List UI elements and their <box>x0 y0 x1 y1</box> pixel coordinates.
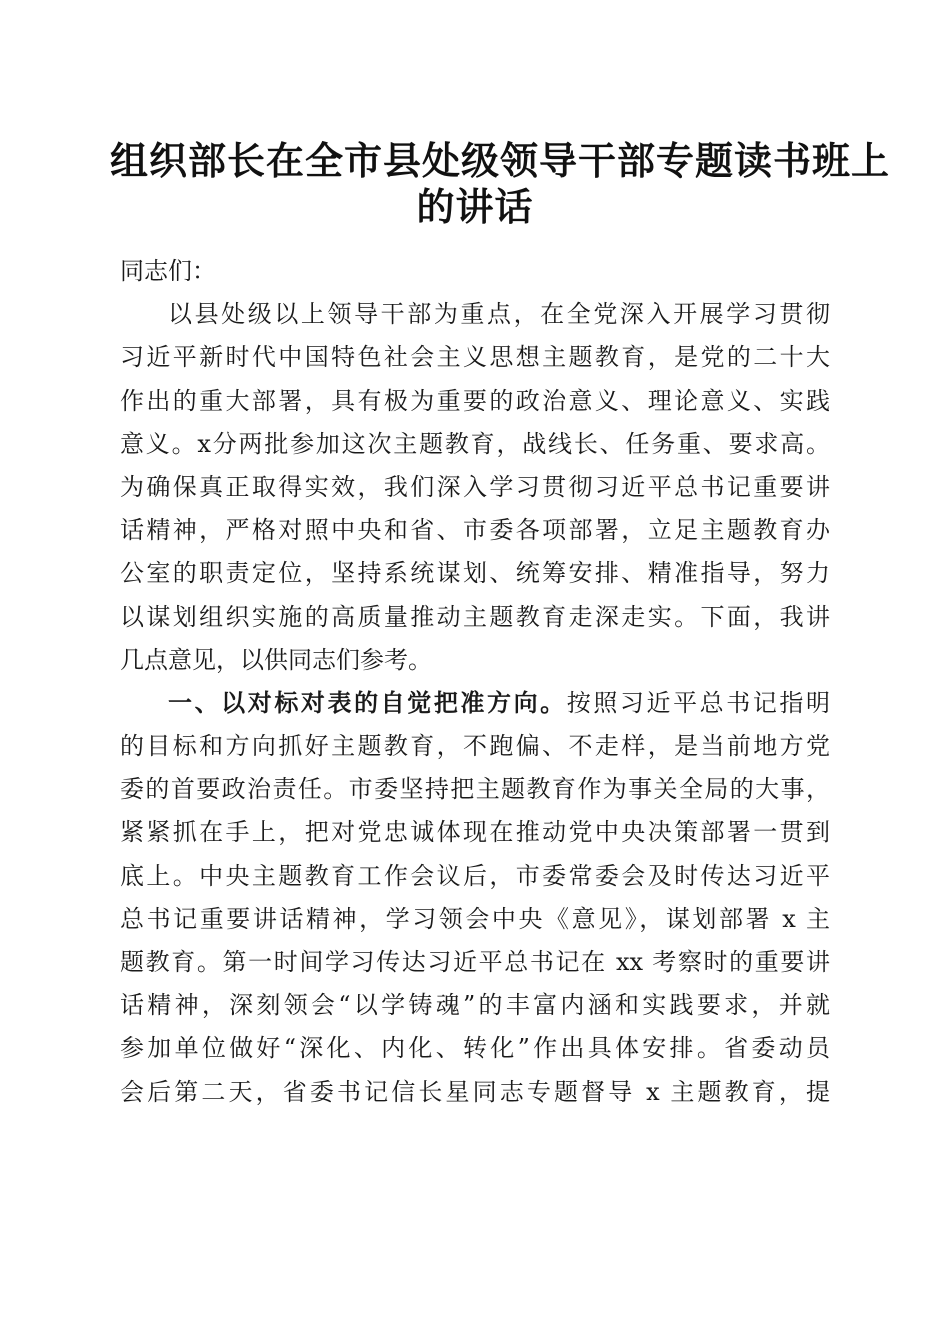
paragraph-intro <box>120 293 830 682</box>
paragraph-line: 委的首要政治责任。市委坚持把主题教育作为事关全局的大事， <box>120 775 830 804</box>
section-1 <box>120 682 830 1114</box>
paragraph-line: 公室的职责定位，坚持系统谋划、统筹安排、精准指导，努力 <box>120 559 830 588</box>
document-body <box>120 250 830 1114</box>
section-1-first-line-text: 按照习近平总书记指明 <box>566 688 830 717</box>
paragraph-line: 紧紧抓在手上，把对党忠诚体现在推动党中央决策部署一贯到 <box>120 818 830 847</box>
paragraph-line: 题教育。第一时间学习传达习近平总书记在 xx 考察时的重要讲 <box>120 948 830 976</box>
paragraph-line: 以谋划组织实施的高质量推动主题教育走深走实。下面，我讲 <box>120 602 830 631</box>
title-line-2: 的讲话 <box>416 184 534 229</box>
paragraph-line: 参加单位做好“深化、内化、转化”作出具体安排。省委动员 <box>120 1034 830 1063</box>
salutation: 同志们： <box>120 257 216 285</box>
paragraph-line: 会后第二天，省委书记信长星同志专题督导 x 主题教育，提 <box>120 1077 830 1106</box>
paragraph-line: 话精神，严格对照中央和省、市委各项部署，立足主题教育办 <box>120 516 830 545</box>
paragraph-line: 以县处级以上领导干部为重点，在全党深入开展学习贯彻 <box>168 300 830 329</box>
paragraph-line: 几点意见，以供同志们参考。 <box>120 645 432 674</box>
paragraph-line: 作出的重大部署，具有极为重要的政治意义、理论意义、实践 <box>120 386 830 415</box>
section-1-first-line <box>120 682 830 725</box>
section-1-heading: 一、以对标对表的自觉把准方向。 <box>168 688 567 717</box>
paragraph-line: 意义。x分两批参加这次主题教育，战线长、任务重、要求高。 <box>120 429 830 458</box>
paragraph-line: 为确保真正取得实效，我们深入学习贯彻习近平总书记重要讲 <box>120 472 830 501</box>
paragraph-line: 的目标和方向抓好主题教育，不跑偏、不走样，是当前地方党 <box>120 732 830 761</box>
paragraph-line: 总书记重要讲话精神，学习领会中央《意见》，谋划部署 x 主 <box>120 904 830 933</box>
document-title <box>110 138 891 230</box>
paragraph-line: 话精神，深刻领会“以学铸魂”的丰富内涵和实践要求，并就 <box>120 991 830 1020</box>
paragraph-line: 底上。中央主题教育工作会议后，市委常委会及时传达习近平 <box>120 861 830 890</box>
paragraph-line: 习近平新时代中国特色社会主义思想主题教育，是党的二十大 <box>120 343 830 372</box>
title-line-1: 组织部长在全市县处级领导干部专题读书班上 <box>110 138 891 183</box>
